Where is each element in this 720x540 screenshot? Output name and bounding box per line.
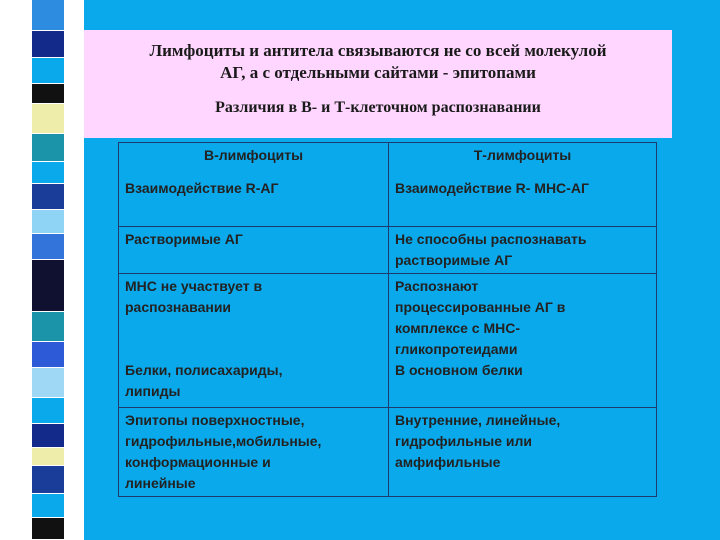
cell-r1-b: Взаимодействие R-АГ xyxy=(125,180,279,196)
stripe-18 xyxy=(32,466,64,494)
cell-r4-b-line4: линейные xyxy=(125,475,196,491)
stripe-10 xyxy=(32,234,64,260)
cell-r3-t-line2: процессированные АГ в xyxy=(395,299,566,315)
comparison-table xyxy=(118,142,657,497)
cell-r4-t-line3: амфифильные xyxy=(395,454,501,470)
stripe-4 xyxy=(32,84,64,104)
stripe-11 xyxy=(32,260,64,312)
table-cell-b-header xyxy=(119,143,389,227)
cell-r3-b-line4: липиды xyxy=(125,383,181,399)
table-cell-r4-b xyxy=(119,408,389,497)
stripe-12 xyxy=(32,312,64,342)
stripe-17 xyxy=(32,448,64,466)
stripe-7 xyxy=(32,162,64,184)
stripe-14 xyxy=(32,368,64,398)
table-cell-t-header xyxy=(389,143,657,227)
stripe-19 xyxy=(32,494,64,518)
cell-r4-b-line1: Эпитопы поверхностные, xyxy=(125,412,305,428)
stripe-9 xyxy=(32,210,64,234)
slide-header xyxy=(84,30,672,138)
stripe-8 xyxy=(32,184,64,210)
stripe-5 xyxy=(32,104,64,134)
column-header-t: Т-лимфоциты xyxy=(473,147,572,163)
stripe-13 xyxy=(32,342,64,368)
stripe-15 xyxy=(32,398,64,424)
cell-r3-t-line1: Распознают xyxy=(395,278,479,294)
cell-r2-t-line2: растворимые АГ xyxy=(395,252,513,268)
stripe-3 xyxy=(32,58,64,84)
slide-title xyxy=(84,40,672,84)
cell-r3-b-line2: распознавании xyxy=(125,299,232,315)
table-cell-r4-t xyxy=(389,408,657,497)
cell-r3-t-line3: комплексе с МНС- xyxy=(395,320,521,336)
title-line-1: Лимфоциты и антитела связываются не со всей молекулой xyxy=(149,41,607,60)
cell-r3-t-line4: гликопротеидами xyxy=(395,341,518,357)
slide-subtitle: Различия в В- и Т-клеточном распознавании xyxy=(215,99,541,116)
column-header-b: В-лимфоциты xyxy=(203,147,304,163)
cell-r2-b: Растворимые АГ xyxy=(125,231,243,247)
title-line-2: АГ, а с отдельными сайтами - эпитопами xyxy=(220,63,536,82)
cell-r1-t: Взаимодействие R- МНС-АГ xyxy=(395,180,589,196)
cell-r3-t-line5: В основном белки xyxy=(395,362,523,378)
stripe-6 xyxy=(32,134,64,162)
cell-r2-t-line1: Не способны распознавать xyxy=(395,231,587,247)
cell-r4-t-line1: Внутренние, линейные, xyxy=(395,412,561,428)
stripe-2 xyxy=(32,31,64,58)
cell-r3-b-line1: МНС не участвует в xyxy=(125,278,263,294)
table-cell-r2-t xyxy=(389,227,657,274)
table-cell-r3-t xyxy=(389,274,657,408)
table-cell-r3-b xyxy=(119,274,389,408)
cell-r4-t-line2: гидрофильные или xyxy=(395,433,532,449)
cell-r3-b-line3: Белки, полисахариды, xyxy=(125,362,283,378)
cell-r4-b-line3: конформационные и xyxy=(125,454,271,470)
stripe-1 xyxy=(32,0,64,31)
stripe-20 xyxy=(32,518,64,540)
stripe-16 xyxy=(32,424,64,448)
decorative-side-strip xyxy=(0,0,84,540)
cell-r4-b-line2: гидрофильные,мобильные, xyxy=(125,433,322,449)
table-cell-r2-b xyxy=(119,227,389,274)
